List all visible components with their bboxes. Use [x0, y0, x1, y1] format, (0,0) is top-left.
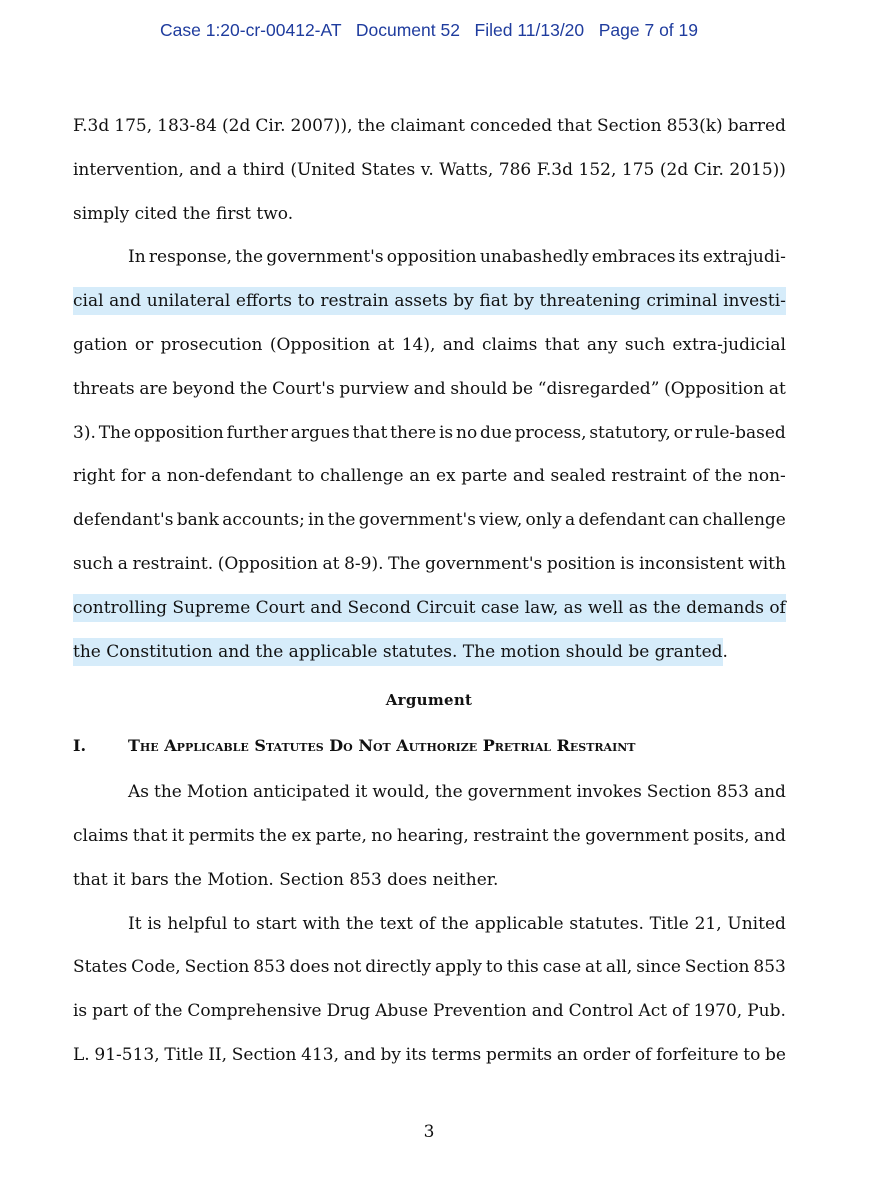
word: by: [513, 291, 534, 311]
section-heading: [73, 736, 793, 755]
word: invokes: [576, 782, 642, 802]
word: of: [769, 598, 786, 618]
word: start: [256, 914, 297, 934]
word: Drug: [326, 1001, 371, 1021]
word: such: [624, 335, 666, 355]
word: its: [405, 1045, 427, 1065]
word: it: [171, 826, 185, 846]
word: Title: [164, 1045, 204, 1065]
case-header: [0, 20, 858, 41]
word: The: [388, 554, 421, 574]
word: F.3d: [73, 116, 110, 136]
word: helpful: [167, 914, 228, 934]
word: as: [628, 598, 648, 618]
word: defendant: [578, 510, 666, 530]
page-number: 3: [423, 1122, 435, 1142]
text-line: [73, 375, 786, 403]
word: Cir.: [255, 116, 286, 136]
word: Act: [638, 1001, 668, 1021]
word: only: [525, 510, 562, 530]
word: statutes.: [569, 914, 644, 934]
word: at: [377, 335, 395, 355]
word: applicable: [474, 914, 564, 934]
word: government: [467, 782, 572, 802]
word: case: [542, 957, 582, 977]
word: Pub.: [747, 1001, 786, 1021]
word: of: [133, 1001, 150, 1021]
word: Cir.: [693, 160, 724, 180]
word: and: [413, 379, 446, 399]
word: opposition: [386, 247, 477, 267]
highlighted-line: the Constitution and the applicable statutes. The motion should be granted.: [73, 638, 723, 666]
word: efforts: [235, 291, 292, 311]
word: should: [450, 379, 508, 399]
word: are: [139, 379, 168, 399]
word: 2015)): [729, 160, 786, 180]
word: argues: [290, 423, 350, 443]
word: non-: [747, 466, 786, 486]
word: the: [441, 914, 469, 934]
word: Watts,: [439, 160, 494, 180]
word: text: [379, 914, 413, 934]
word: the: [327, 510, 356, 530]
word: restraint.: [132, 554, 214, 574]
word: “disregarded”: [537, 379, 660, 399]
word: threats: [73, 379, 135, 399]
word: Supreme: [172, 598, 251, 618]
word: is: [620, 554, 635, 574]
word: threatening: [539, 291, 641, 311]
word: the: [714, 466, 743, 486]
word: with: [748, 554, 786, 574]
word: (United: [290, 160, 356, 180]
word: intervention,: [73, 160, 184, 180]
word: assets: [394, 291, 448, 311]
word: response,: [148, 247, 233, 267]
word: right: [73, 466, 116, 486]
text-line: simply cited the first two.: [73, 204, 294, 224]
word: 1970,: [693, 1001, 743, 1021]
word: that: [132, 826, 168, 846]
word: that: [544, 335, 580, 355]
word: United: [727, 914, 786, 934]
word: the: [259, 826, 287, 846]
word: Court's: [272, 379, 335, 399]
word: Section: [684, 957, 750, 977]
text-line: [73, 997, 786, 1025]
word: is: [147, 914, 162, 934]
word: the: [239, 379, 268, 399]
word: government's: [358, 510, 476, 530]
word: States: [361, 160, 416, 180]
word: by: [453, 291, 474, 311]
word: to: [485, 957, 503, 977]
word: 413,: [301, 1045, 340, 1065]
text-line: [128, 910, 786, 938]
word: an: [409, 466, 431, 486]
word: Abuse: [375, 1001, 429, 1021]
word: The: [98, 423, 132, 443]
word: v.: [420, 160, 434, 180]
word: permits: [485, 1045, 553, 1065]
word: 91-513,: [94, 1045, 160, 1065]
word: restraint: [473, 826, 549, 846]
word: fiat: [479, 291, 508, 311]
word: accounts;: [222, 510, 305, 530]
word: case: [480, 598, 520, 618]
word: It: [128, 914, 142, 934]
word: opposition: [133, 423, 224, 443]
word: to: [743, 1045, 761, 1065]
word: ex: [291, 826, 312, 846]
word: a: [117, 554, 128, 574]
text-line: [73, 419, 786, 447]
text-line: [73, 550, 786, 578]
word: Comprehensive: [187, 1001, 322, 1021]
word: process,: [514, 423, 587, 443]
word: to: [297, 466, 315, 486]
word: embraces: [591, 247, 676, 267]
word: unabashedly: [479, 247, 589, 267]
word: hearing,: [396, 826, 469, 846]
word: at: [322, 554, 340, 574]
word: of: [692, 466, 709, 486]
word: position: [546, 554, 616, 574]
text-line: that it bars the Motion. Section 853 does neither.: [73, 870, 499, 890]
word: investi-: [723, 291, 786, 311]
word: there: [390, 423, 437, 443]
word: parte: [461, 466, 508, 486]
word: further: [226, 423, 288, 443]
word: extrajudi-: [702, 247, 786, 267]
word: this: [506, 957, 539, 977]
word: States: [73, 957, 128, 977]
word: directly: [365, 957, 432, 977]
word: statutory,: [589, 423, 671, 443]
word: Second: [347, 598, 411, 618]
word: since: [636, 957, 681, 977]
word: claimant: [390, 116, 465, 136]
word: no: [371, 826, 393, 846]
word: anticipated: [252, 782, 351, 802]
word: purview: [339, 379, 409, 399]
word: third: [242, 160, 285, 180]
word: to: [233, 914, 251, 934]
word: part: [92, 1001, 129, 1021]
word: order: [582, 1045, 631, 1065]
word: L.: [73, 1045, 90, 1065]
word: prosecution: [160, 335, 263, 355]
word: 853: [253, 957, 286, 977]
word: Motion: [186, 782, 248, 802]
word: the: [357, 116, 386, 136]
word: parte,: [315, 826, 367, 846]
word: and: [343, 1045, 376, 1065]
word: Court: [255, 598, 305, 618]
word: for: [120, 466, 146, 486]
word: rule-based: [694, 423, 786, 443]
word: Code,: [131, 957, 181, 977]
word: be: [512, 379, 534, 399]
document-number: Document 52: [355, 20, 460, 40]
word: gation: [73, 335, 128, 355]
word: 152,: [578, 160, 617, 180]
word: claims: [73, 826, 129, 846]
word: of: [634, 1045, 652, 1065]
word: that: [352, 423, 388, 443]
word: or: [134, 335, 154, 355]
word: and: [531, 1001, 564, 1021]
word: of: [672, 1001, 689, 1021]
section-title: The Applicable Statutes Do Not Authorize Pretrial Restraint: [128, 736, 636, 755]
word: is: [73, 1001, 88, 1021]
word: of: [418, 914, 436, 934]
text-line: [73, 112, 786, 140]
word: II,: [208, 1045, 228, 1065]
word: forfeiture: [656, 1045, 739, 1065]
word: no: [456, 423, 478, 443]
case-number: Case 1:20-cr-00412-AT: [160, 20, 342, 40]
text-line: [128, 243, 786, 271]
word: the: [652, 598, 681, 618]
word: its: [678, 247, 700, 267]
word: Section: [184, 957, 250, 977]
word: controlling: [73, 598, 168, 618]
word: due: [480, 423, 512, 443]
word: 853: [753, 957, 786, 977]
word: (Opposition: [217, 554, 318, 574]
word: (2d: [222, 116, 251, 136]
word: 175: [621, 160, 655, 180]
word: at: [585, 957, 602, 977]
word: would,: [372, 782, 430, 802]
word: Section: [646, 782, 712, 802]
word: 14),: [401, 335, 436, 355]
text-line: [73, 822, 786, 850]
word: Title: [649, 914, 689, 934]
word: government's: [425, 554, 543, 574]
word: ex: [435, 466, 456, 486]
word: the: [235, 247, 264, 267]
word: as: [563, 598, 583, 618]
word: Circuit: [416, 598, 476, 618]
word: does: [289, 957, 330, 977]
word: and: [189, 160, 222, 180]
word: by: [380, 1045, 401, 1065]
word: the: [154, 1001, 183, 1021]
text-line: [73, 156, 786, 184]
word: view,: [479, 510, 523, 530]
word: inconsistent: [638, 554, 744, 574]
section-number: I.: [73, 736, 87, 755]
word: not: [333, 957, 362, 977]
word: claims: [482, 335, 538, 355]
word: restraint: [611, 466, 687, 486]
word: the: [434, 782, 463, 802]
word: and: [109, 291, 142, 311]
word: sealed: [550, 466, 606, 486]
word: that: [557, 116, 592, 136]
word: with: [302, 914, 341, 934]
word: a: [226, 160, 238, 180]
word: at: [768, 379, 786, 399]
word: Control: [568, 1001, 634, 1021]
word: to: [297, 291, 315, 311]
word: challenge: [702, 510, 786, 530]
argument-title: Argument: [385, 691, 473, 709]
word: such: [73, 554, 114, 574]
word: posits,: [693, 826, 750, 846]
word: cial: [73, 291, 104, 311]
word: can: [668, 510, 700, 530]
word: barred: [727, 116, 786, 136]
word: 786: [498, 160, 532, 180]
word: the: [346, 914, 374, 934]
word: any: [586, 335, 618, 355]
word: or: [673, 423, 692, 443]
word: 2007)),: [290, 116, 353, 136]
word: is: [439, 423, 454, 443]
text-line: [73, 462, 786, 490]
word: and: [512, 466, 545, 486]
word: conceded: [470, 116, 553, 136]
word: the: [154, 782, 182, 802]
word: and: [310, 598, 343, 618]
word: well: [587, 598, 624, 618]
word: terms: [431, 1045, 482, 1065]
word: government: [585, 826, 689, 846]
text-line: [73, 506, 786, 534]
word: 3).: [73, 423, 96, 443]
text-line: [73, 1041, 786, 1069]
word: all,: [605, 957, 633, 977]
word: defendant's: [73, 510, 174, 530]
word: 183-84: [157, 116, 217, 136]
word: F.3d: [536, 160, 573, 180]
word: (Opposition: [664, 379, 765, 399]
word: Section: [596, 116, 662, 136]
word: government's: [266, 247, 384, 267]
word: unilateral: [146, 291, 231, 311]
word: 853: [716, 782, 749, 802]
word: Prevention: [433, 1001, 527, 1021]
word: a: [151, 466, 162, 486]
word: it: [355, 782, 368, 802]
word: 853(k): [666, 116, 723, 136]
word: (Opposition: [269, 335, 371, 355]
word: criminal: [646, 291, 718, 311]
word: apply: [435, 957, 482, 977]
word: permits: [188, 826, 255, 846]
word: be: [765, 1045, 786, 1065]
word: bank: [176, 510, 219, 530]
word: beyond: [172, 379, 235, 399]
word: (2d: [659, 160, 689, 180]
filed-date: Filed 11/13/20: [474, 20, 585, 40]
word: 175,: [114, 116, 153, 136]
word: In: [128, 247, 146, 267]
word: restrain: [320, 291, 389, 311]
word: 21,: [694, 914, 722, 934]
word: and: [753, 826, 786, 846]
word: and: [753, 782, 786, 802]
page-of: Page 7 of 19: [598, 20, 698, 40]
text-line: [128, 778, 786, 806]
word: Section: [231, 1045, 297, 1065]
word: the: [552, 826, 581, 846]
text-line: [73, 331, 786, 359]
word: in: [308, 510, 325, 530]
word: non-defendant: [166, 466, 292, 486]
word: As: [128, 782, 150, 802]
word: demands: [686, 598, 764, 618]
text-line: [73, 953, 786, 981]
word: 8-9).: [344, 554, 384, 574]
word: an: [556, 1045, 578, 1065]
highlighted-line: [73, 594, 786, 622]
word: extra-judicial: [672, 335, 786, 355]
word: law,: [524, 598, 559, 618]
highlighted-line: [73, 287, 786, 315]
word: challenge: [320, 466, 404, 486]
word: and: [442, 335, 475, 355]
word: a: [564, 510, 576, 530]
